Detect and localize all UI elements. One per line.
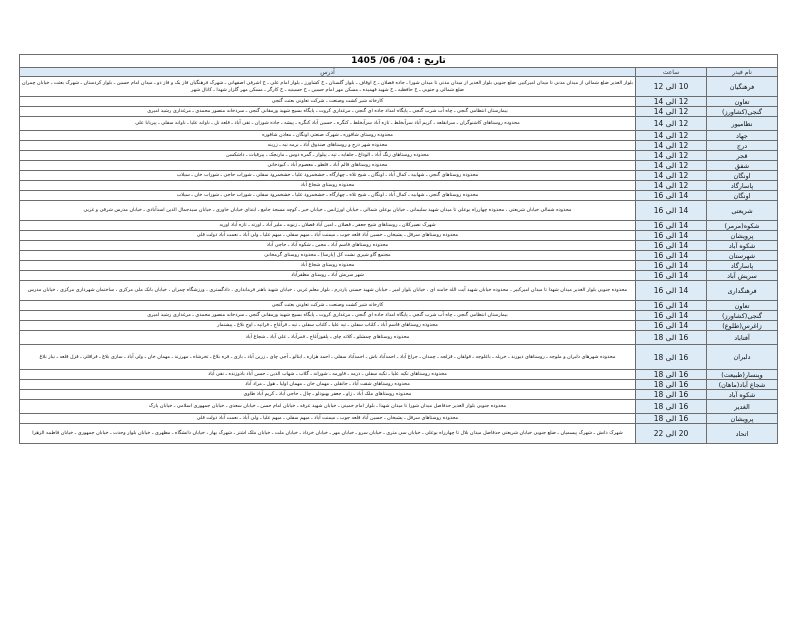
table-row	[19, 131, 777, 141]
table-row	[19, 400, 777, 414]
time-range-cell: 16 الی 18	[636, 370, 707, 380]
time-range-cell: 12 الی 14	[636, 107, 707, 117]
time-range-cell: 14 الی 16	[636, 251, 707, 261]
table-row	[19, 151, 777, 161]
address-cell: شهرک نصیرکلان ـ روستاهای شیخ جعفر ـ قصلان ـ امین آباد قصلان ـ زنویه ـ ملیر آباد ـ اورته ـ تازه آباد اوریه	[19, 221, 635, 231]
time-range-cell: 12 الی 14	[636, 97, 707, 107]
time-range-cell: 14 الی 16	[636, 191, 707, 201]
table-row	[19, 424, 777, 444]
address-cell: محدوده شهرهای دلبران و ملوجه ـ روستاهای دیوزند ـ خرپله ـ باغلوجه ـ قولقان ـ قزلجه ـ چمدان ـ جراغ آباد ـ احمدآباد باش ـ احمدآباد سفلی ـ احمد هزاره ـ اینالو ـ آجی چای ـ زرین آباد ـ بازی ـ قره بلاغ ـ تخرشاه ـ مهرزند ـ مهمان خان ـ ولی آباد ـ ساری بلاغ ـ قراقلی ـ قزل قلعه ـ نیاز بلاغ	[19, 345, 635, 370]
feeder-name-cell: پاسارگاد	[707, 261, 778, 271]
feeder-name-cell: شجاع آباد(ماهان)	[707, 380, 778, 390]
table-row	[19, 77, 777, 97]
table-row	[19, 271, 777, 281]
address-cell: کارخانه شیر کشت وصنعت ـ شرکت تعاونی بعثت گنجی	[19, 97, 635, 107]
feeder-name-cell: پرویشان	[707, 414, 778, 424]
table-row	[19, 370, 777, 380]
table-row	[19, 331, 777, 345]
feeder-name-cell: قجر	[707, 151, 778, 161]
feeder-name-cell: نظامیور	[707, 117, 778, 131]
feeder-name-cell: شهرستان	[707, 251, 778, 261]
time-range-cell: 14 الی 16	[636, 311, 707, 321]
schedule-rows	[19, 77, 777, 444]
feeder-name-cell: شکوه آباد	[707, 241, 778, 251]
address-cell: محدوده شهر درج و روستاهای صندوق آباد ـ برمه نیه ـ زرینه	[19, 141, 635, 151]
table-row	[19, 251, 777, 261]
time-range-cell: 12 الی 14	[636, 117, 707, 131]
table-row	[19, 117, 777, 131]
feeder-name-cell: فرهنگداری	[707, 281, 778, 301]
time-range-cell: 16 الی 18	[636, 331, 707, 345]
feeder-name-cell: تعاون	[707, 97, 778, 107]
address-cell: محدوده روستاهای قاسم آباد ـ کلتاب سفلی ـ تپه علیا ـ کلتاب سفلی ـ تپه ـ قرآغاج ـ قراتپه ـ اوچ بلاغ ـ پیشنمار	[19, 321, 635, 331]
schedule-date-title: تاریخ : 04/ 06/ 1405	[19, 55, 777, 68]
time-range-cell: 14 الی 16	[636, 301, 707, 311]
time-range-cell: 14 الی 16	[636, 271, 707, 281]
schedule-table	[19, 54, 778, 444]
table-row	[19, 414, 777, 424]
address-cell: مجتمع گاو شیری نشت کل (پارسا) ـ محدوده روستای گرمخانی	[19, 251, 635, 261]
feeder-name-cell: جهاد	[707, 131, 778, 141]
time-range-cell: 12 الی 14	[636, 161, 707, 171]
address-cell: محدوده روستاهای تکیه علیا ـ تکیه سفلی ـ درمه ـ قاورمه ـ شورانه ـ گلاب ـ شهاب الدین ـ حسن آباد بادوزنده ـ نقی آباد	[19, 370, 635, 380]
feeder-name-cell: دلبران	[707, 345, 778, 370]
address-cell: محدوده روستاهای زنگ آباد ـ الوداغ ـ جلفایه ـ تپه ـ پیلوار ـ گمره دوس ـ مارنجک ـ پیرقیاث ـ داشکسن	[19, 151, 635, 161]
table-row	[19, 171, 777, 181]
column-header-feeder: نام فیدر	[707, 68, 778, 77]
table-row	[19, 221, 777, 231]
address-cell: محدوده روستاهای کاشنوگران ـ سرانقلعه ـ کریم آباد سرآبخلط ـ تازه آباد سرآبخلط ـ کنگره ـ حسین آباد کنگره ـ پیشه ـ جاده شوران ـ تقی آباد ـ قلعه تل ـ ناوانه علیا ـ ناوانه سفلی ـ پیربابا علی	[19, 117, 635, 131]
address-cell: محدوده روستاهای شقت آباد ـ جانقلی ـ مهمان خان ـ مهمان اولیا ـ هول ـ مراد آباد	[19, 380, 635, 390]
feeder-name-cell: پرویشان	[707, 231, 778, 241]
table-row	[19, 380, 777, 390]
time-range-cell: 16 الی 18	[636, 380, 707, 390]
time-range-cell: 16 الی 18	[636, 390, 707, 400]
time-range-cell: 16 الی 18	[636, 345, 707, 370]
address-cell: شهرک دانش ـ شهرک پیسمیان ـ ضلع جنوبی خیابان شریعتی حدفاصل میدان بلال تا چهارراه بوعلی ـ خیابان سی متری ـ خیابان سرو ـ خیابان مهر ـ خیابان خرداد ـ خیابان ملت ـ خیابان ملک اشتر ـ شهرک بهار ، خیابان دانشگاه ـ مظهری ـ خیابان بلوار وحدت ـ خیابان جمهوری ـ خیابان فاطمه الزهرا	[19, 424, 635, 444]
time-range-cell: 12 الی 14	[636, 181, 707, 191]
address-cell: محدوده روستاهای گنجی ـ شهابیه ـ کمال آباد ـ اونگان ـ شیخ تلاه ـ چهارگاه ـ خشخمرود علیا ـ خشخمرود سفلی ـ شوراب حاجی ـ شوراب خان ـ سیلاب	[19, 191, 635, 201]
feeder-name-cell: شکوه آباد	[707, 390, 778, 400]
table-row	[19, 281, 777, 301]
address-cell: محدوده روستاهای قاسم آباد ـ مجین ـ شکوه آباد ـ حاجی آباد	[19, 241, 635, 251]
table-row	[19, 201, 777, 221]
time-range-cell: 14 الی 16	[636, 261, 707, 271]
time-range-cell: 12 الی 14	[636, 141, 707, 151]
address-cell: محدوده روستای شجاع آباد	[19, 261, 635, 271]
feeder-name-cell: آفتاباد	[707, 331, 778, 345]
time-range-cell: 16 الی 18	[636, 400, 707, 414]
table-row	[19, 321, 777, 331]
feeder-name-cell: اونگان	[707, 191, 778, 201]
address-cell: محدوده جنوبی بلوار الغدیر حدفاصل میدان شورا تا میدان شهدا ـ بلوار امام خمینی ـ خیابان شهید عرفه ـ خیابان امام حسن ـ خیابان سعدی ـ خیابان جمهوری اسلامی ـ خیابان پارک	[19, 400, 635, 414]
table-row	[19, 345, 777, 370]
feeder-name-cell: الغدیر	[707, 400, 778, 414]
address-cell: محدوده روستاهای چمشلو ـ کلاته چای ـ پلقوزآغاج ـ قمرآباد ـ علی آباد ـ شجاع آباد	[19, 331, 635, 345]
address-cell: محدوده روستای شاقوره ـ شهرک صنعتی اونگان ـ معادن شاقوره	[19, 131, 635, 141]
address-cell: محدوده جنوبی بلوار الغدیر میدان شهدا تا میدان امیرکبیر ، محدوده خیابان شهید آیت الله خامنه ای ، خیابان بلوار امیر ، خیابان شهید حسنی یاردرم ، بلوار معلم غربی ، خیابان شهید باهنر فرمانداری ، دادگستری ، ورزشگاه چمران ، خیابان بانک ملی مرکزی ، ساختمان شهرداری مرکزی ، خیابان مدرس	[19, 281, 635, 301]
time-range-cell: 14 الی 16	[636, 231, 707, 241]
address-cell: محدوده روستاهای سرقل ـ پشیخان ـ حسین آباد قلعه جوب ـ میمنت آباد ـ میهم سفلی ـ میهم علیا ـ ولی آباد ـ نعمت آباد دولت قلی	[19, 231, 635, 241]
table-row	[19, 181, 777, 191]
address-cell: محدوده شمالی خیابان شریعتی ، محدوده چهارراه بوعلی تا میدان شهید سلیمانی ـ خیابان بوعلی شمالی ـ خیابان اورژانس ـ خیابان خیر ـ کوچه مسجد جامع ـ ابتدای خیابان خاوری ـ خیابان سیدجمال الدین اسدآبادی ـ خیابان مدرس شرقی و غربی	[19, 201, 635, 221]
address-cell: محدوده روستاهای قالم آباد ـ قلطو ـ معصوم آباد ـ کبودخانی	[19, 161, 635, 171]
address-cell: محدوده روستای شجاع آباد	[19, 181, 635, 191]
time-range-cell: 20 الی 22	[636, 424, 707, 444]
feeder-name-cell: پاسارگاد	[707, 181, 778, 191]
column-header-address: آدرس	[19, 68, 635, 77]
feeder-name-cell: گنجی(کشاورز)	[707, 107, 778, 117]
outage-schedule-document	[20, 54, 778, 444]
address-cell: محدوده روستاهای ملک آباد ـ زاو ـ جعفر بهبودلو ـ چال ـ حاجی آباد ـ کریم آباد طاوی	[19, 390, 635, 400]
time-range-cell: 12 الی 14	[636, 151, 707, 161]
table-row	[19, 161, 777, 171]
feeder-name-cell: درج	[707, 141, 778, 151]
table-row	[19, 301, 777, 311]
address-cell: کارخانه شیر کشت وصنعت ـ شرکت تعاونی بعثت گنجی	[19, 301, 635, 311]
table-row	[19, 241, 777, 251]
table-row	[19, 261, 777, 271]
time-range-cell: 12 الی 14	[636, 171, 707, 181]
feeder-name-cell: اتحاد	[707, 424, 778, 444]
feeder-name-cell: زاغرس(طلوع)	[707, 321, 778, 331]
time-range-cell: 14 الی 16	[636, 241, 707, 251]
address-cell: شهر سریش آباد ـ روستای مظفرآباد	[19, 271, 635, 281]
address-cell: محدوده روستاهای سرقل ـ پشیخان ـ حسین آباد قلعه جوب ـ میمنت آباد ـ میهم سفلی ـ میهم علیا ـ ولی آباد ـ نعمت آباد دولت قلی	[19, 414, 635, 424]
feeder-name-cell: شفق	[707, 161, 778, 171]
feeder-name-cell: فرهنگیان	[707, 77, 778, 97]
table-row	[19, 141, 777, 151]
time-range-cell: 10 الی 12	[636, 77, 707, 97]
table-row	[19, 311, 777, 321]
feeder-name-cell: شریعتی	[707, 201, 778, 221]
address-cell: بیمارستان انتظامی گنجی ـ چاه آب شرب گنجی ـ پایگاه امداد جاده ای گنجی ـ مرغداری کروت ـ پایگاه بسیج شهید ورمقانی گنجی ـ سردخانه منصور محمدی ـ مرغداری رشید امیری	[19, 107, 635, 117]
time-range-cell: 12 الی 14	[636, 131, 707, 141]
table-row	[19, 97, 777, 107]
feeder-name-cell: گنجی(کشاورز)	[707, 311, 778, 321]
feeder-name-cell: سریش آباد	[707, 271, 778, 281]
feeder-name-cell: وینسار(طبیعت)	[707, 370, 778, 380]
feeder-name-cell: تعاون	[707, 301, 778, 311]
table-row	[19, 390, 777, 400]
feeder-name-cell: اونگان	[707, 171, 778, 181]
feeder-name-cell: شکوه(مرمر)	[707, 221, 778, 231]
table-row	[19, 231, 777, 241]
time-range-cell: 14 الی 16	[636, 321, 707, 331]
table-row	[19, 191, 777, 201]
time-range-cell: 14 الی 16	[636, 281, 707, 301]
address-cell: محدوده روستاهای گنجی ـ شهابیه ـ کمال آباد ـ اونگان ـ شیخ تلاه ـ چهارگاه ـ خشخمرود علیا ـ خشخمرود سفلی ـ شوراب حاجی ـ شوراب خان ـ سیلاب	[19, 171, 635, 181]
time-range-cell: 14 الی 16	[636, 221, 707, 231]
time-range-cell: 14 الی 16	[636, 201, 707, 221]
address-cell: بیمارستان انتظامی گنجی ـ چاه آب شرب گنجی ـ پایگاه امداد جاده ای گنجی ـ مرغداری کروت ـ پایگاه بسیج شهید ورمقانی گنجی ـ سردخانه منصور محمدی ـ مرغداری رشید امیری	[19, 311, 635, 321]
address-cell: بلوار الغدیر ضلع شمالی از میدان مدنی تا میدان امیرکبیر. ضلع جنوبی بلوار الغدیر از میدان مدنی تا میدان شورا ـ جاده قصلان ـ خ اوقاف ـ بلوار گلستان ـ خ کشاورز ـ بلوار امام علی ـ خ اشرفی اصفهانی ـ شهرک فرهنگیان فاز یک و فاز دو ـ میدان امام حسین ـ بلوار کردستان ـ شهرک بعثت ـ خیابان چمران ضلع شمالی و جنوبی ـ خ حافظیه ـ خ شهید فهمیده ـ مسکن مهر امام حسین ـ خ حسینیه ـ خ کارگر ـ مسکن مهر گلزار شهدا ـ کانال شهر	[19, 77, 635, 97]
time-range-cell: 16 الی 18	[636, 414, 707, 424]
table-row	[19, 107, 777, 117]
column-header-time: ساعت	[636, 68, 707, 77]
